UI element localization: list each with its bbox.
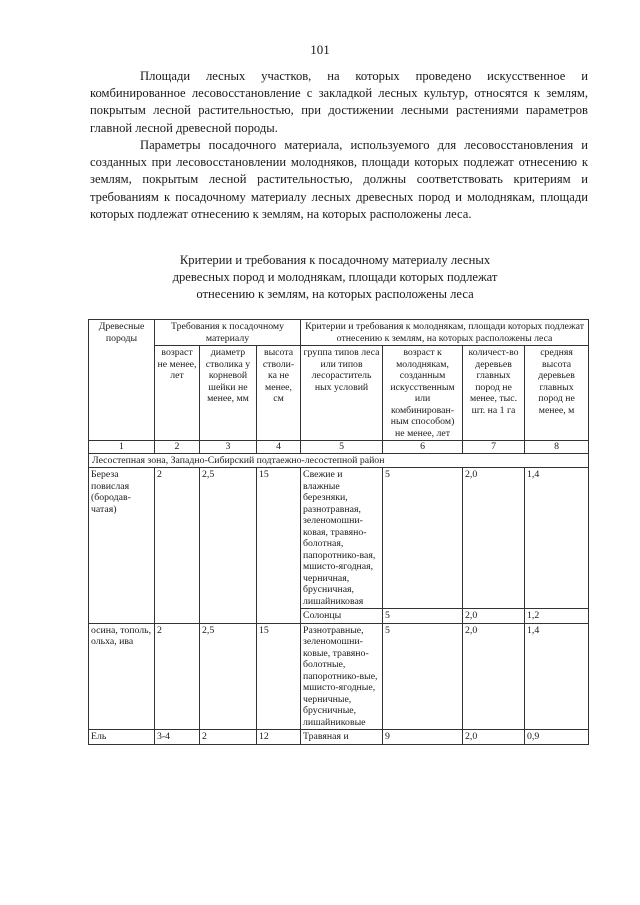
- subheader-young-age: возраст к молоднякам, созданным искусственным или комбинирован-ным способом) не менее, лет: [383, 346, 463, 441]
- diameter-cell: 2,5: [200, 468, 257, 624]
- diameter-cell: 2,5: [200, 623, 257, 730]
- subheader-height: высота стволи-ка не менее, см: [257, 346, 301, 441]
- column-number: 2: [155, 441, 200, 454]
- avg-height-cell: 0,9: [525, 730, 589, 745]
- young-age-cell: 5: [383, 623, 463, 730]
- column-number: 7: [463, 441, 525, 454]
- page-number: 101: [310, 42, 330, 57]
- height-cell: 15: [257, 468, 301, 624]
- age-cell: 2: [155, 468, 200, 624]
- zone-row: Лесостепная зона, Западно-Сибирский подтаежно-лесостепной район: [89, 453, 589, 468]
- column-number: 3: [200, 441, 257, 454]
- tree-count-cell: 2,0: [463, 609, 525, 624]
- paragraph-2: Параметры посадочного материала, используемого для лесовосстановления и созданных при лесовосстановлении молодняков, площади которых подлежат отнесению к землям, покрытым лесной растительностью, должны соответствовать критериям и требованиям к посадочному материалу лесных древесных пород и молоднякам, площади которых подлежат отнесению к землям, на которых расположены леса.: [90, 138, 588, 221]
- subheader-forest-type: группа типов леса или типов лесораститель ных условий: [301, 346, 383, 441]
- table-row: [89, 623, 589, 730]
- age-cell: 2: [155, 623, 200, 730]
- species-cell: осина, тополь, ольха, ива: [89, 623, 155, 730]
- column-number: 1: [89, 441, 155, 454]
- column-number-row: [89, 441, 589, 454]
- criteria-table: [88, 319, 589, 745]
- column-number: 5: [301, 441, 383, 454]
- table-title: Критерии и требования к посадочному материалу лесных древесных пород и молоднякам, площади которых подлежат отнесению к землям, на которых расположены леса: [172, 253, 498, 301]
- tree-count-cell: 2,0: [463, 468, 525, 609]
- height-cell: 12: [257, 730, 301, 745]
- avg-height-cell: 1,4: [525, 623, 589, 730]
- forest-type-cell: Солонцы: [301, 609, 383, 624]
- avg-height-cell: 1,4: [525, 468, 589, 609]
- age-cell: 3-4: [155, 730, 200, 745]
- header-planting-material: Требования к посадочному материалу: [155, 320, 301, 346]
- young-age-cell: 5: [383, 468, 463, 609]
- subheader-tree-count: количест-во деревьев главных пород не менее, тыс. шт. на 1 га: [463, 346, 525, 441]
- species-cell: Ель: [89, 730, 155, 745]
- paragraph-1: Площади лесных участков, на которых проведено искусственное и комбинированное лесовосстановление с закладкой лесных культур, относятся к землям, покрытым лесной растительностью, при достижении лесными растениями параметров главной лесной древесной породы.: [90, 69, 588, 135]
- subheader-avg-height: средняя высота деревьев главных пород не менее, м: [525, 346, 589, 441]
- tree-count-cell: 2,0: [463, 623, 525, 730]
- subheader-diameter: диаметр стволика у корневой шейки не менее, мм: [200, 346, 257, 441]
- column-number: 4: [257, 441, 301, 454]
- header-species: Древесные породы: [89, 320, 155, 441]
- column-number: 8: [525, 441, 589, 454]
- column-number: 6: [383, 441, 463, 454]
- diameter-cell: 2: [200, 730, 257, 745]
- forest-type-cell: Свежие и влажные березняки, разнотравная, зеленомошни-ковая, травяно-болотная, папоротнико-вая, мшисто-ягодная, черничная, брусничная, лишайниковая: [301, 468, 383, 609]
- young-age-cell: 9: [383, 730, 463, 745]
- header-young-stands: Критерии и требования к молоднякам, площади которых подлежат отнесению к землям, на которых расположены леса: [301, 320, 589, 346]
- height-cell: 15: [257, 623, 301, 730]
- table-row: [89, 468, 589, 609]
- avg-height-cell: 1,2: [525, 609, 589, 624]
- table-row: [89, 730, 589, 745]
- forest-type-cell: Разнотравные, зеленомошни-ковые, травяно-болотные, папоротнико-вые, мшисто-ягодные, черничные, брусничные, лишайниковые: [301, 623, 383, 730]
- young-age-cell: 5: [383, 609, 463, 624]
- forest-type-cell: Травяная и: [301, 730, 383, 745]
- subheader-age: возраст не менее, лет: [155, 346, 200, 441]
- species-cell: Береза повислая (бородав-чатая): [89, 468, 155, 624]
- tree-count-cell: 2,0: [463, 730, 525, 745]
